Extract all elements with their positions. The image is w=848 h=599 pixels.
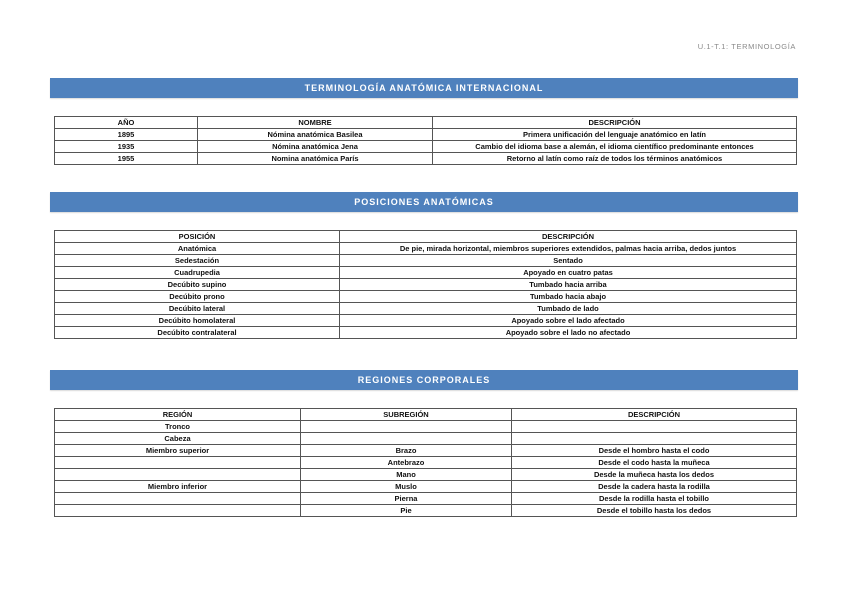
table-cell: Muslo: [301, 481, 512, 493]
table-row: [55, 469, 797, 481]
table-cell: Cuadrupedia: [55, 267, 340, 279]
table-row: [55, 327, 797, 339]
column-header: POSICIÓN: [55, 231, 340, 243]
table-cell: Desde el tobillo hasta los dedos: [512, 505, 797, 517]
table-cell: Decúbito supino: [55, 279, 340, 291]
table-cell: Anatómica: [55, 243, 340, 255]
table-cell: Cabeza: [55, 433, 301, 445]
section-banner-posiciones: POSICIONES ANATÓMICAS: [50, 192, 798, 212]
table-cell: Sentado: [340, 255, 797, 267]
table-cell: Nomina anatómica París: [198, 153, 433, 165]
table-row: [55, 291, 797, 303]
table-cell: 1935: [55, 141, 198, 153]
column-header: DESCRIPCIÓN: [512, 409, 797, 421]
table-cell: Tumbado de lado: [340, 303, 797, 315]
table-row: [55, 267, 797, 279]
table-cell: Pie: [301, 505, 512, 517]
column-header: NOMBRE: [198, 117, 433, 129]
table-cell: Desde el hombro hasta el codo: [512, 445, 797, 457]
table-cell: Apoyado sobre el lado no afectado: [340, 327, 797, 339]
table-row: [55, 243, 797, 255]
table-posiciones: [54, 230, 797, 339]
table-cell: Antebrazo: [301, 457, 512, 469]
table-regiones: [54, 408, 797, 517]
table-row: [55, 421, 797, 433]
table-cell: Decúbito lateral: [55, 303, 340, 315]
section-banner-regiones: REGIONES CORPORALES: [50, 370, 798, 390]
table-cell: Apoyado en cuatro patas: [340, 267, 797, 279]
table-cell: Miembro inferior: [55, 481, 301, 493]
table-row: [55, 457, 797, 469]
table-header-row: [55, 117, 797, 129]
table-row: [55, 141, 797, 153]
column-header: REGIÓN: [55, 409, 301, 421]
table-cell: 1955: [55, 153, 198, 165]
table-row: [55, 129, 797, 141]
table-cell: Desde la cadera hasta la rodilla: [512, 481, 797, 493]
table-row: [55, 315, 797, 327]
table-cell: [512, 421, 797, 433]
table-cell: [301, 433, 512, 445]
table-terminologia: [54, 116, 797, 165]
table-cell: Decúbito contralateral: [55, 327, 340, 339]
column-header: DESCRIPCIÓN: [433, 117, 797, 129]
table-cell: Tumbado hacia abajo: [340, 291, 797, 303]
table-row: [55, 505, 797, 517]
table-row: [55, 303, 797, 315]
table-cell: Nómina anatómica Basilea: [198, 129, 433, 141]
table-header-row: [55, 231, 797, 243]
table-cell: Primera unificación del lenguaje anatómico en latín: [433, 129, 797, 141]
table-cell: Pierna: [301, 493, 512, 505]
table-cell: Desde la muñeca hasta los dedos: [512, 469, 797, 481]
table-cell: 1895: [55, 129, 198, 141]
table-row: [55, 445, 797, 457]
table-cell: [55, 505, 301, 517]
table-row: [55, 481, 797, 493]
table-cell: [55, 457, 301, 469]
table-cell: Desde la rodilla hasta el tobillo: [512, 493, 797, 505]
document-header-label: U.1-T.1: TERMINOLOGÍA: [697, 42, 796, 51]
table-cell: Decúbito prono: [55, 291, 340, 303]
column-header: DESCRIPCIÓN: [340, 231, 797, 243]
column-header: AÑO: [55, 117, 198, 129]
table-row: [55, 153, 797, 165]
table-row: [55, 493, 797, 505]
table-cell: Cambio del idioma base a alemán, el idioma científico predominante entonces: [433, 141, 797, 153]
table-cell: Retorno al latín como raíz de todos los términos anatómicos: [433, 153, 797, 165]
table-cell: [55, 469, 301, 481]
table-cell: Brazo: [301, 445, 512, 457]
table-row: [55, 433, 797, 445]
table-cell: [512, 433, 797, 445]
table-cell: Sedestación: [55, 255, 340, 267]
table-header-row: [55, 409, 797, 421]
table-cell: Tronco: [55, 421, 301, 433]
table-cell: [301, 421, 512, 433]
table-cell: De pie, mirada horizontal, miembros superiores extendidos, palmas hacia arriba, dedos juntos: [340, 243, 797, 255]
table-cell: Nómina anatómica Jena: [198, 141, 433, 153]
table-row: [55, 279, 797, 291]
column-header: SUBREGIÓN: [301, 409, 512, 421]
section-banner-terminologia: TERMINOLOGÍA ANATÓMICA INTERNACIONAL: [50, 78, 798, 98]
table-cell: Decúbito homolateral: [55, 315, 340, 327]
table-cell: Desde el codo hasta la muñeca: [512, 457, 797, 469]
table-cell: Miembro superior: [55, 445, 301, 457]
table-cell: Apoyado sobre el lado afectado: [340, 315, 797, 327]
table-cell: [55, 493, 301, 505]
table-cell: Tumbado hacia arriba: [340, 279, 797, 291]
table-cell: Mano: [301, 469, 512, 481]
table-row: [55, 255, 797, 267]
